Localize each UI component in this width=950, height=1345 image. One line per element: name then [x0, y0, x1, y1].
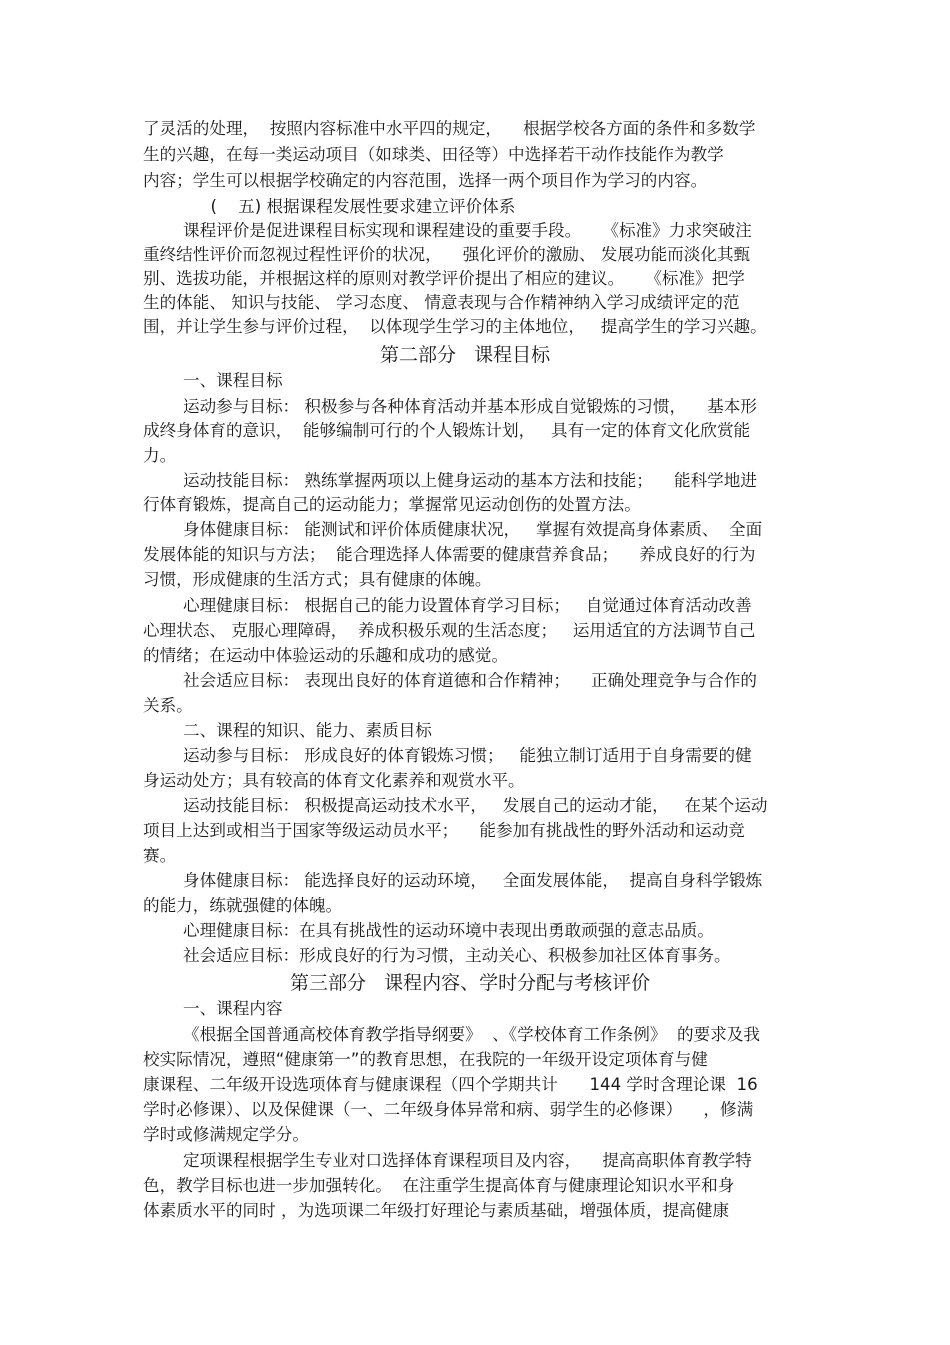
- text-line: 社会适应目标： 表现出良好的体育道德和合作精神； 正确处理竞争与合作的: [183, 671, 757, 690]
- sub-heading: 一、课程内容: [183, 999, 283, 1018]
- text-line: 力。: [143, 446, 177, 465]
- text-line: 心理状态、 克服心理障碍， 养成积极乐观的生活态度； 运用适宜的方法调节自己: [143, 621, 756, 640]
- text-line: 课程评价是促进课程目标实现和课程建设的重要手段。 《标准》力求突破注: [183, 221, 752, 240]
- text-line: 学时必修课）、以及保健课（一、二年级身体异常和病、弱学生的必修课） ，修满: [143, 1100, 754, 1119]
- text-line: 别、选拔功能，并根据这样的原则对教学评价提出了相应的建议。 《标准》把学: [143, 269, 745, 288]
- text-line: 运动技能目标： 熟练掌握两项以上健身运动的基本方法和技能； 能科学地进: [183, 471, 757, 490]
- part-heading: 第三部分 课程内容、学时分配与考核评价: [290, 972, 651, 994]
- text-line: 生的体能、 知识与技能、 学习态度、 情意表现与合作精神纳入学习成绩评定的范: [143, 293, 740, 312]
- text-line: 的情绪；在运动中体验运动的乐趣和成功的感觉。: [143, 646, 509, 665]
- text-line: 校实际情况，遵照“健康第一”的教育思想，在我院的一年级开设定项体育与健: [143, 1050, 708, 1069]
- text-line: 社会适应目标：形成良好的行为习惯，主动关心、积极参加社区体育事务。: [183, 946, 731, 965]
- text-line: 心理健康目标： 根据自己的能力设置体育学习目标； 自觉通过体育活动改善: [183, 596, 752, 615]
- sub-heading: 一、课程目标: [183, 371, 283, 390]
- text-line: 关系。: [143, 696, 193, 715]
- text-line: 生的兴趣，在每一类运动项目（如球类、田径等）中选择若干动作技能作为教学: [143, 145, 724, 164]
- text-line: 心理健康目标：在具有挑战性的运动环境中表现出勇敢顽强的意志品质。: [183, 921, 714, 940]
- text-line: 了灵活的处理， 按照内容标准中水平四的规定， 根据学校各方面的条件和多数学: [143, 119, 756, 138]
- text-line: 运动技能目标： 积极提高运动技术水平， 发展自己的运动才能， 在某个运动: [183, 796, 768, 815]
- text-line: 体素质水平的同时 ，为选项课二年级打好理论与素质基础，增强体质，提高健康: [143, 1201, 730, 1220]
- text-line: 发展体能的知识与方法； 能合理选择人体需要的健康营养食品； 养成良好的行为: [143, 545, 756, 564]
- text-line: 色，教学目标也进一步加强转化。 在注重学生提高体育与健康理论知识水平和身: [143, 1176, 735, 1195]
- text-line: 运动参与目标： 形成良好的体育锻炼习惯； 能独立制订适用于自身需要的健: [183, 746, 752, 765]
- text-line: 成终身体育的意识， 能够编制可行的个人锻炼计划， 具有一定的体育文化欣赏能: [143, 421, 751, 440]
- section-heading: ( 五) 根据课程发展性要求建立评价体系: [200, 197, 516, 216]
- text-line: 赛。: [143, 846, 177, 865]
- text-line: 习惯，形成健康的生活方式；具有健康的体魄。: [143, 570, 492, 589]
- text-line: 身运动处方；具有较高的体育文化素养和观赏水平。: [143, 771, 525, 790]
- part-heading: 第二部分 课程目标: [380, 344, 551, 366]
- text-line: 内容；学生可以根据学校确定的内容范围，选择一两个项目作为学习的内容。: [143, 171, 708, 190]
- text-line: 定项课程根据学生专业对口选择体育课程项目及内容， 提高高职体育教学特: [183, 1151, 752, 1170]
- text-line: 学时或修满规定学分。: [143, 1125, 309, 1144]
- text-line: 身体健康目标： 能选择良好的运动环境， 全面发展体能， 提高自身科学锻炼: [183, 871, 763, 890]
- text-line: 行体育锻炼，提高自己的运动能力；掌握常见运动创伤的处置方法。: [143, 495, 641, 514]
- sub-heading: 二、课程的知识、能力、素质目标: [183, 721, 432, 740]
- text-line: 身体健康目标： 能测试和评价体质健康状况， 掌握有效提高身体素质、 全面: [183, 520, 763, 539]
- text-line: 围，并让学生参与评价过程， 以体现学生学习的主体地位， 提高学生的学习兴趣。: [143, 317, 767, 336]
- text-line: 项目上达到或相当于国家等级运动员水平； 能参加有挑战性的野外活动和运动竞: [143, 821, 745, 840]
- text-line: 康课程、二年级开设选项体育与健康课程（四个学期共计 144 学时含理论课 16: [143, 1075, 758, 1094]
- text-line: 运动参与目标： 积极参与各种体育活动并基本形成自觉锻炼的习惯， 基本形: [183, 397, 757, 416]
- text-line: 《根据全国普通高校体育教学指导纲要》 、《学校体育工作条例》 的要求及我: [183, 1025, 760, 1044]
- text-line: 的能力，练就强健的体魄。: [143, 896, 343, 915]
- text-line: 重终结性评价而忽视过程性评价的状况， 强化评价的激励、 发展功能而淡化其甄: [143, 245, 751, 264]
